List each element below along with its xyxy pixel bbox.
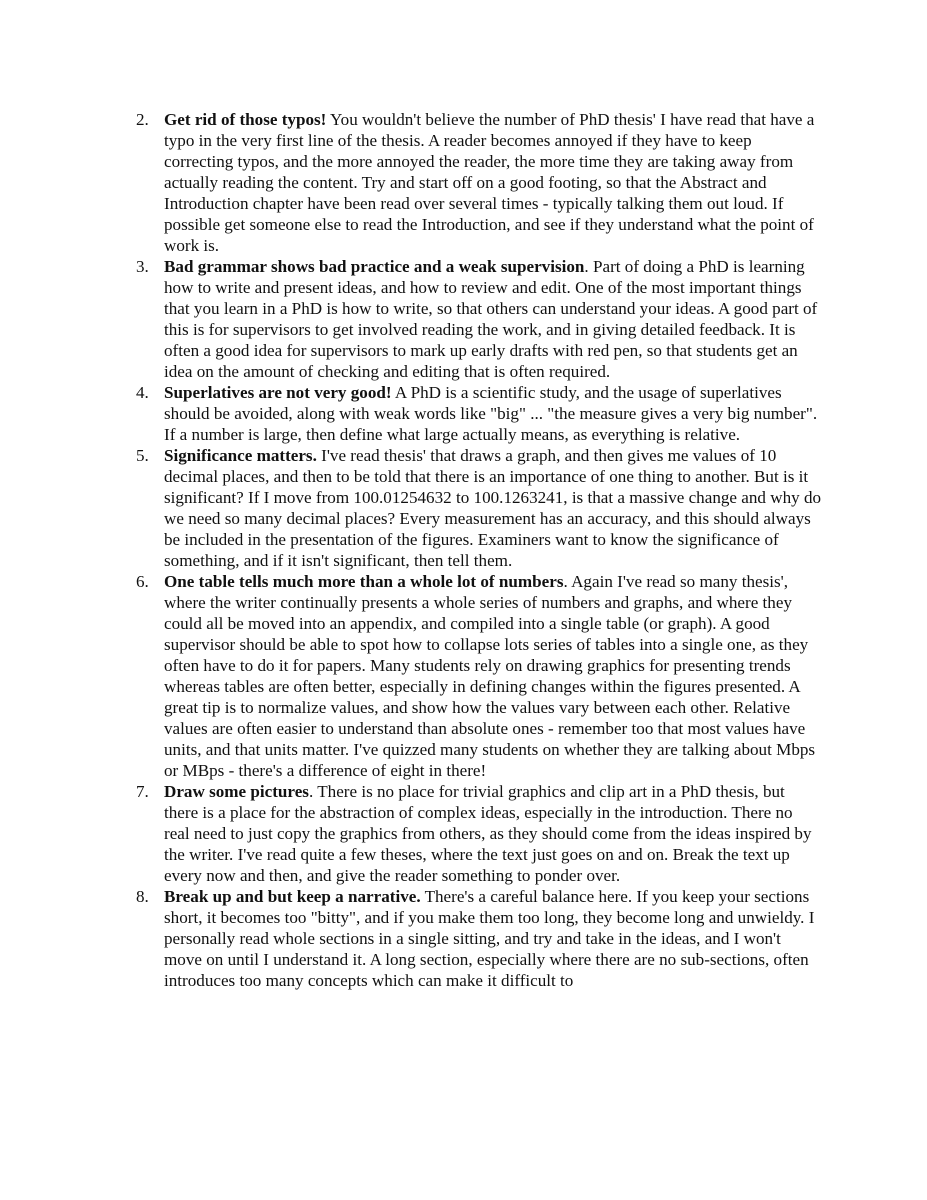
item-number: 5.: [136, 446, 149, 465]
item-number: 3.: [136, 257, 149, 276]
list-item: [132, 256, 822, 382]
list-item: [132, 382, 822, 445]
tips-list: [132, 109, 822, 991]
item-heading: One table tells much more than a whole lot of numbers: [164, 572, 564, 591]
list-item: [132, 781, 822, 886]
item-body: There's a careful balance here. If you keep your sections short, it becomes too "bitty", and if you make them too long, they become long and unwieldy. I personally read whole sections in a single sitting, and try and take in the ideas, and I won't move on until I understand it. A long section, especially where there are no sub-sections, often introduces too many concepts which can make it difficult to: [164, 887, 815, 990]
list-item: [132, 571, 822, 781]
list-item: [132, 886, 822, 991]
item-body: . Part of doing a PhD is learning how to write and present ideas, and how to review and edit. One of the most important things that you learn in a PhD is how to write, so that others can understand your ideas. A good part of this is for supervisors to get involved reading the work, and in giving detailed feedback. It is often a good idea for supervisors to mark up early drafts with red pen, so that students get an idea on the amount of checking and editing that is often required.: [164, 257, 818, 381]
item-body: . There is no place for trivial graphics and clip art in a PhD thesis, but there is a place for the abstraction of complex ideas, especially in the introduction. There no real need to just copy the graphics from others, as they should come from the ideas inspired by the writer. I've read quite a few theses, where the text just goes on and on. Break the text up every now and then, and give the reader something to ponder over.: [164, 782, 812, 885]
item-number: 8.: [136, 887, 149, 906]
item-number: 7.: [136, 782, 149, 801]
item-heading: Get rid of those typos!: [164, 110, 327, 129]
item-heading: Draw some pictures: [164, 782, 309, 801]
item-number: 2.: [136, 110, 149, 129]
item-number: 4.: [136, 383, 149, 402]
item-number: 6.: [136, 572, 149, 591]
item-body: . Again I've read so many thesis', where the writer continually presents a whole series of numbers and graphs, and where they could all be moved into an appendix, and compiled into a single table (or graph). A good supervisor should be able to spot how to collapse lots series of tables into a single one, as they often have to do it for papers. Many students rely on drawing graphics for presenting trends whereas tables are often better, especially in defining changes within the figures presented. A great tip is to normalize values, and show how the values vary between each other. Relative values are often easier to understand than absolute ones - remember too that most values have units, and that units matter. I've quizzed many students on whether they are talking about Mbps or MBps - there's a difference of eight in there!: [164, 572, 816, 780]
item-heading: Break up and but keep a narrative.: [164, 887, 421, 906]
item-heading: Significance matters.: [164, 446, 317, 465]
item-body: A PhD is a scientific study, and the usage of superlatives should be avoided, along with weak words like "big" ... "the measure gives a very big number". If a number is large, then define what large actually means, as everything is relative.: [164, 383, 818, 444]
item-body: You wouldn't believe the number of PhD thesis' I have read that have a typo in the very first line of the thesis. A reader becomes annoyed if they have to keep correcting typos, and the more annoyed the reader, the more time they are taking away from actually reading the content. Try and start off on a good footing, so that the Abstract and Introduction chapter have been read over several times - typically talking them out loud. If possible get someone else to read the Introduction, and see if they understand what the point of work is.: [164, 110, 815, 255]
item-heading: Superlatives are not very good!: [164, 383, 392, 402]
list-item: [132, 109, 822, 256]
list-item: [132, 445, 822, 571]
item-heading: Bad grammar shows bad practice and a weak supervision: [164, 257, 585, 276]
item-body: I've read thesis' that draws a graph, and then gives me values of 10 decimal places, and then to be told that there is an importance of one thing to another. But is it significant? If I move from 100.01254632 to 100.1263241, is that a massive change and why do we need so many decimal places? Every measurement has an accuracy, and this should always be included in the presentation of the figures. Examiners want to know the significance of something, and if it isn't significant, then tell them.: [164, 446, 822, 570]
